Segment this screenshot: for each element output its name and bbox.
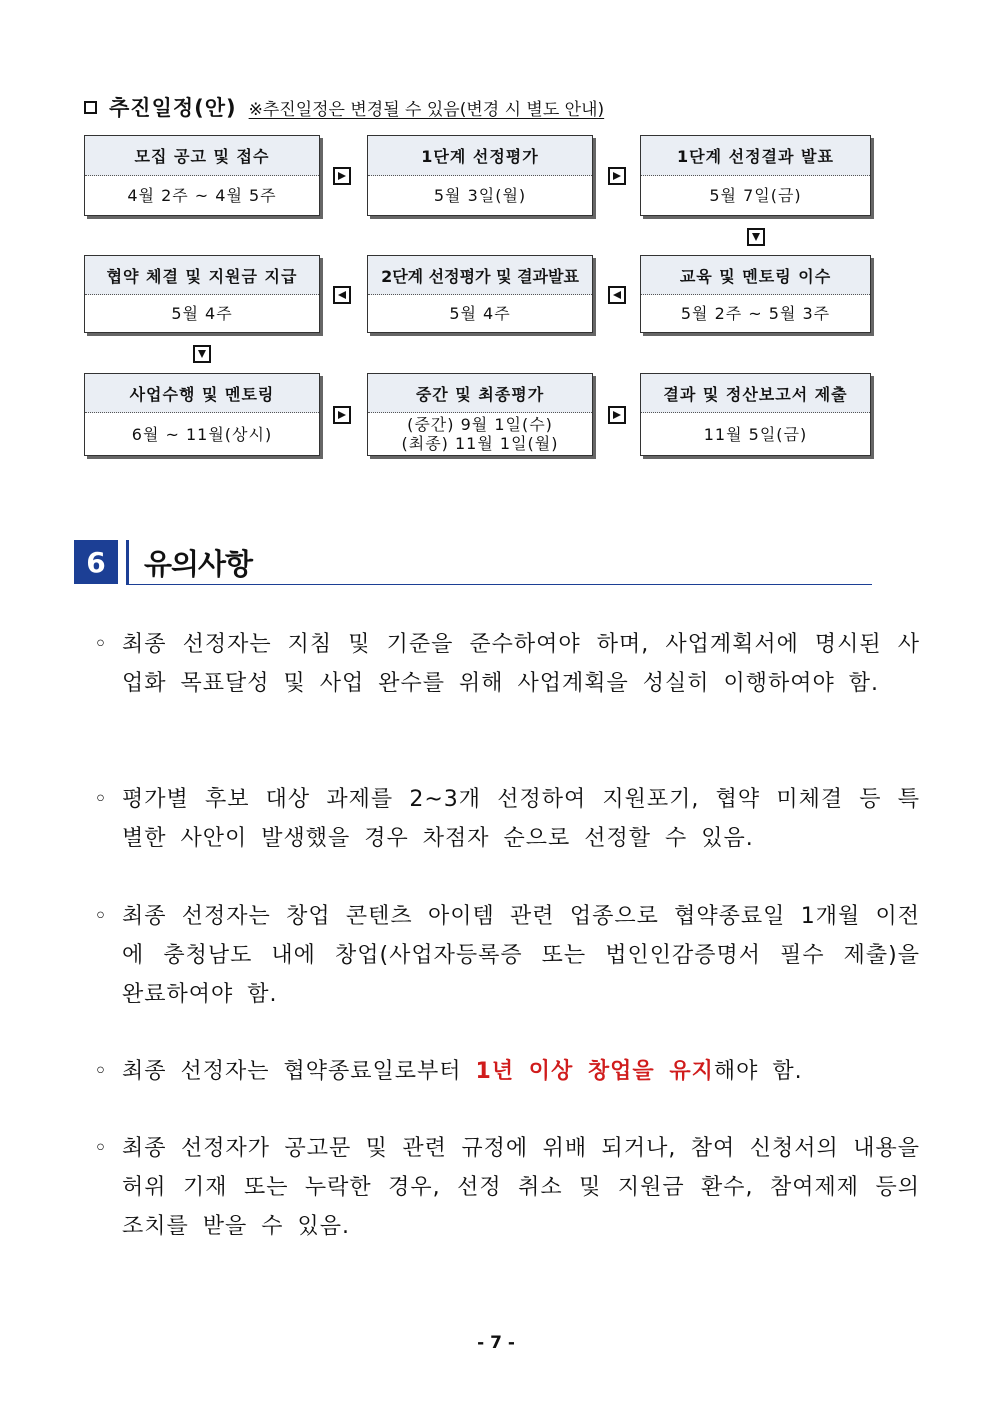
bullet: ◦ — [94, 1059, 107, 1084]
step-box-execution — [84, 373, 320, 456]
schedule-note: ※추진일정은 변경될 수 있음(변경 시 별도 안내) — [248, 99, 605, 120]
step-title: 중간 및 최종평가 — [368, 374, 592, 413]
step-date: 4월 2주 ~ 4월 5주 — [127, 186, 277, 205]
arrow-down-icon — [747, 228, 765, 246]
step-title: 1단계 선정결과 발표 — [641, 136, 870, 176]
section-number: 6 — [74, 540, 118, 584]
step-title: 모집 공고 및 접수 — [85, 136, 319, 176]
note-text: 최종 선정자는 협약종료일로부터 1년 이상 창업을 유지해야 함. — [122, 1059, 803, 1084]
step-date: 11월 5일(금) — [703, 424, 808, 444]
step-box-stage1-result — [640, 135, 871, 216]
step-box-education — [640, 255, 871, 333]
arrow-down-icon — [193, 345, 211, 363]
note-text: 최종 선정자는 지침 및 기준을 준수하여야 하며, 사업계획서에 명시된 사업화 목표달성 및 사업 완수를 위해 사업계획을 성실히 이행하여야 함. — [122, 632, 920, 696]
step-date: 6월 ~ 11월(상시) — [131, 424, 273, 444]
step-date: 5월 4주 — [449, 304, 511, 323]
bullet: ◦ — [94, 1136, 107, 1161]
section-divider — [126, 540, 129, 584]
bullet: ◦ — [94, 787, 107, 812]
step-box-stage2-eval — [367, 255, 593, 333]
note-item — [94, 625, 920, 703]
note-item — [94, 897, 920, 1014]
step-title: 2단계 선정평가 및 결과발표 — [368, 256, 592, 295]
step-title: 결과 및 정산보고서 제출 — [641, 374, 870, 413]
step-date: (중간) 9월 1일(수) (최종) 11월 1일(월) — [401, 415, 559, 453]
step-title: 1단계 선정평가 — [368, 136, 592, 176]
schedule-title: 추진일정(안) — [109, 96, 237, 120]
arrow-left-icon — [608, 286, 626, 304]
section-underline — [126, 584, 872, 585]
step-title: 교육 및 멘토링 이수 — [641, 256, 870, 295]
note-item — [94, 780, 920, 858]
schedule-header — [84, 92, 604, 122]
bullet: ◦ — [94, 904, 107, 929]
arrow-left-icon — [333, 286, 351, 304]
arrow-right-icon — [333, 406, 351, 424]
step-date: 5월 3일(월) — [433, 186, 527, 205]
note-item — [94, 1052, 920, 1091]
step-date: 5월 2주 ~ 5월 3주 — [680, 304, 831, 323]
step-title: 협약 체결 및 지원금 지급 — [85, 256, 319, 295]
arrow-right-icon — [608, 406, 626, 424]
step-box-final-eval — [367, 373, 593, 456]
note-text: 최종 선정자는 창업 콘텐츠 아이템 관련 업종으로 협약종료일 1개월 이전에 충청남도 내에 창업(사업자등록증 또는 법인인감증명서 필수 제출)을 완료하여야 함. — [122, 904, 920, 1007]
note-item — [94, 1129, 920, 1246]
step-box-stage1-eval — [367, 135, 593, 216]
step-date: 5월 4주 — [171, 304, 233, 323]
step-date: 5월 7일(금) — [709, 186, 802, 205]
arrow-right-icon — [333, 167, 351, 185]
step-box-report — [640, 373, 871, 456]
note-text: 최종 선정자가 공고문 및 관련 규정에 위배 되거나, 참여 신청서의 내용을 허위 기재 또는 누락한 경우, 선정 취소 및 지원금 환수, 참여제제 등의 조치를 받을 수 있음. — [122, 1136, 920, 1239]
section-title: 유의사항 — [144, 546, 253, 581]
step-box-recruit — [84, 135, 320, 216]
step-title: 사업수행 및 멘토링 — [85, 374, 319, 413]
highlight-text: 1년 이상 창업을 유지 — [475, 1059, 714, 1084]
checkbox-square-icon — [84, 101, 97, 114]
note-text: 평가별 후보 대상 과제를 2~3개 선정하여 지원포기, 협약 미체결 등 특별한 사안이 발생했을 경우 차점자 순으로 선정할 수 있음. — [122, 787, 920, 851]
bullet: ◦ — [94, 632, 107, 657]
page-number: - 7 - — [477, 1333, 515, 1353]
step-box-agreement — [84, 255, 320, 333]
arrow-right-icon — [608, 167, 626, 185]
